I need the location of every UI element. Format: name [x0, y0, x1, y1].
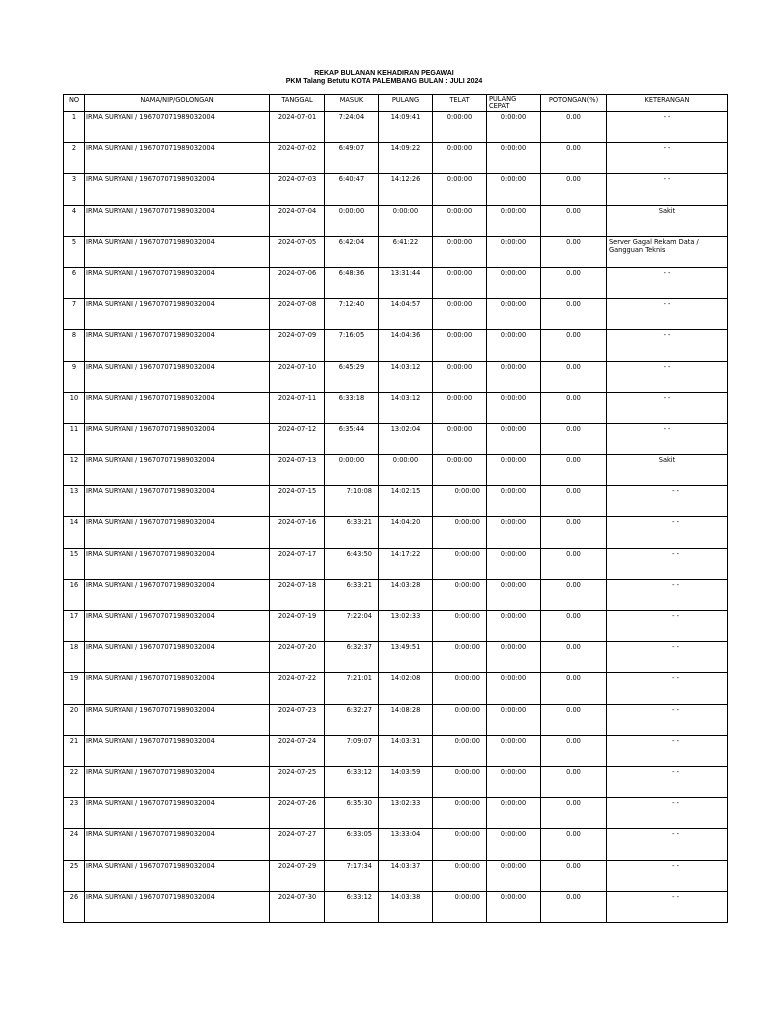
cell-keterangan: - -	[607, 299, 728, 330]
cell-potongan: 0.00	[541, 766, 607, 797]
cell-keterangan: - -	[607, 611, 728, 642]
cell-pulang: 13:02:33	[379, 798, 433, 829]
cell-masuk: 6:42:04	[325, 236, 379, 267]
cell-telat: 0:00:00	[433, 579, 487, 610]
cell-no: 17	[64, 611, 85, 642]
cell-masuk: 0:00:00	[325, 455, 379, 486]
cell-keterangan: - -	[607, 829, 728, 860]
cell-pulang-cepat: 0:00:00	[487, 735, 541, 766]
cell-name: IRMA SURYANI / 196707071989032004	[85, 143, 270, 174]
cell-potongan: 0.00	[541, 860, 607, 891]
cell-pulang: 14:02:08	[379, 673, 433, 704]
cell-masuk: 6:33:12	[325, 766, 379, 797]
cell-pulang-cepat: 0:00:00	[487, 299, 541, 330]
cell-pulang: 14:08:28	[379, 704, 433, 735]
cell-no: 13	[64, 486, 85, 517]
cell-pulang: 14:17:22	[379, 548, 433, 579]
cell-masuk: 0:00:00	[325, 205, 379, 236]
cell-pulang-cepat: 0:00:00	[487, 829, 541, 860]
cell-tanggal: 2024-07-04	[270, 205, 325, 236]
cell-masuk: 6:35:44	[325, 423, 379, 454]
cell-pulang-cepat: 0:00:00	[487, 486, 541, 517]
cell-no: 24	[64, 829, 85, 860]
cell-potongan: 0.00	[541, 579, 607, 610]
cell-masuk: 7:16:05	[325, 330, 379, 361]
cell-pulang-cepat: 0:00:00	[487, 704, 541, 735]
cell-no: 21	[64, 735, 85, 766]
cell-telat: 0:00:00	[433, 423, 487, 454]
header-name: NAMA/NIP/GOLONGAN	[85, 95, 270, 112]
cell-name: IRMA SURYANI / 196707071989032004	[85, 112, 270, 143]
cell-pulang: 14:03:12	[379, 392, 433, 423]
cell-no: 14	[64, 517, 85, 548]
cell-pulang: 13:02:04	[379, 423, 433, 454]
cell-keterangan: - -	[607, 361, 728, 392]
cell-name: IRMA SURYANI / 196707071989032004	[85, 361, 270, 392]
cell-no: 3	[64, 174, 85, 205]
header-masuk: MASUK	[325, 95, 379, 112]
cell-pulang-cepat: 0:00:00	[487, 517, 541, 548]
cell-tanggal: 2024-07-01	[270, 112, 325, 143]
cell-pulang: 14:03:37	[379, 860, 433, 891]
cell-telat: 0:00:00	[433, 766, 487, 797]
report-subtitle: PKM Talang Betutu KOTA PALEMBANG BULAN : JULI 2024	[285, 78, 483, 85]
cell-telat: 0:00:00	[433, 112, 487, 143]
cell-no: 2	[64, 143, 85, 174]
cell-keterangan: - -	[607, 143, 728, 174]
cell-tanggal: 2024-07-25	[270, 766, 325, 797]
table-row	[64, 143, 728, 174]
cell-no: 6	[64, 267, 85, 298]
cell-masuk: 6:48:36	[325, 267, 379, 298]
cell-no: 15	[64, 548, 85, 579]
cell-pulang: 14:12:26	[379, 174, 433, 205]
cell-masuk: 7:10:08	[325, 486, 379, 517]
cell-pulang-cepat: 0:00:00	[487, 891, 541, 922]
cell-telat: 0:00:00	[433, 392, 487, 423]
table-row	[64, 112, 728, 143]
cell-pulang-cepat: 0:00:00	[487, 423, 541, 454]
cell-pulang-cepat: 0:00:00	[487, 579, 541, 610]
cell-tanggal: 2024-07-30	[270, 891, 325, 922]
cell-pulang-cepat: 0:00:00	[487, 361, 541, 392]
cell-keterangan: - -	[607, 548, 728, 579]
cell-tanggal: 2024-07-17	[270, 548, 325, 579]
cell-potongan: 0.00	[541, 330, 607, 361]
cell-pulang: 0:00:00	[379, 455, 433, 486]
cell-masuk: 6:40:47	[325, 174, 379, 205]
cell-telat: 0:00:00	[433, 236, 487, 267]
cell-potongan: 0.00	[541, 174, 607, 205]
cell-name: IRMA SURYANI / 196707071989032004	[85, 236, 270, 267]
cell-telat: 0:00:00	[433, 829, 487, 860]
cell-telat: 0:00:00	[433, 860, 487, 891]
cell-keterangan: Server Gagal Rekam Data / Gangguan Teknis	[607, 236, 728, 267]
cell-no: 11	[64, 423, 85, 454]
cell-tanggal: 2024-07-26	[270, 798, 325, 829]
cell-name: IRMA SURYANI / 196707071989032004	[85, 174, 270, 205]
cell-name: IRMA SURYANI / 196707071989032004	[85, 548, 270, 579]
table-row	[64, 891, 728, 922]
cell-pulang: 14:09:41	[379, 112, 433, 143]
table-row	[64, 361, 728, 392]
cell-pulang-cepat: 0:00:00	[487, 548, 541, 579]
cell-pulang-cepat: 0:00:00	[487, 205, 541, 236]
cell-telat: 0:00:00	[433, 361, 487, 392]
cell-keterangan: - -	[607, 486, 728, 517]
cell-masuk: 6:49:07	[325, 143, 379, 174]
cell-no: 1	[64, 112, 85, 143]
report-title: REKAP BULANAN KEHADIRAN PEGAWAI	[314, 70, 454, 77]
cell-potongan: 0.00	[541, 829, 607, 860]
header-pulang: PULANG	[379, 95, 433, 112]
cell-keterangan: - -	[607, 735, 728, 766]
table-body	[64, 112, 728, 923]
cell-keterangan: - -	[607, 423, 728, 454]
table-row	[64, 392, 728, 423]
cell-telat: 0:00:00	[433, 704, 487, 735]
cell-name: IRMA SURYANI / 196707071989032004	[85, 829, 270, 860]
cell-pulang-cepat: 0:00:00	[487, 860, 541, 891]
cell-no: 16	[64, 579, 85, 610]
cell-keterangan: - -	[607, 517, 728, 548]
cell-tanggal: 2024-07-05	[270, 236, 325, 267]
cell-no: 10	[64, 392, 85, 423]
table-row	[64, 517, 728, 548]
cell-telat: 0:00:00	[433, 517, 487, 548]
cell-pulang: 14:04:57	[379, 299, 433, 330]
header-potongan: POTONGAN(%)	[541, 95, 607, 112]
cell-pulang: 14:04:20	[379, 517, 433, 548]
cell-masuk: 6:33:05	[325, 829, 379, 860]
cell-tanggal: 2024-07-03	[270, 174, 325, 205]
cell-name: IRMA SURYANI / 196707071989032004	[85, 423, 270, 454]
cell-tanggal: 2024-07-08	[270, 299, 325, 330]
cell-pulang-cepat: 0:00:00	[487, 455, 541, 486]
cell-pulang: 14:03:31	[379, 735, 433, 766]
cell-name: IRMA SURYANI / 196707071989032004	[85, 267, 270, 298]
cell-tanggal: 2024-07-23	[270, 704, 325, 735]
cell-tanggal: 2024-07-20	[270, 642, 325, 673]
cell-name: IRMA SURYANI / 196707071989032004	[85, 611, 270, 642]
cell-telat: 0:00:00	[433, 548, 487, 579]
cell-keterangan: - -	[607, 798, 728, 829]
cell-pulang: 13:49:51	[379, 642, 433, 673]
cell-pulang: 14:02:15	[379, 486, 433, 517]
cell-telat: 0:00:00	[433, 174, 487, 205]
cell-name: IRMA SURYANI / 196707071989032004	[85, 891, 270, 922]
table-row	[64, 486, 728, 517]
cell-keterangan: - -	[607, 579, 728, 610]
cell-pulang-cepat: 0:00:00	[487, 236, 541, 267]
cell-name: IRMA SURYANI / 196707071989032004	[85, 330, 270, 361]
cell-potongan: 0.00	[541, 236, 607, 267]
cell-tanggal: 2024-07-16	[270, 517, 325, 548]
cell-keterangan: - -	[607, 766, 728, 797]
cell-masuk: 6:33:21	[325, 579, 379, 610]
cell-pulang-cepat: 0:00:00	[487, 267, 541, 298]
cell-pulang-cepat: 0:00:00	[487, 330, 541, 361]
cell-potongan: 0.00	[541, 517, 607, 548]
cell-masuk: 7:21:01	[325, 673, 379, 704]
cell-name: IRMA SURYANI / 196707071989032004	[85, 392, 270, 423]
cell-pulang-cepat: 0:00:00	[487, 642, 541, 673]
table-row	[64, 423, 728, 454]
cell-pulang: 13:33:04	[379, 829, 433, 860]
cell-masuk: 6:33:18	[325, 392, 379, 423]
cell-potongan: 0.00	[541, 143, 607, 174]
table-row	[64, 236, 728, 267]
cell-name: IRMA SURYANI / 196707071989032004	[85, 517, 270, 548]
cell-tanggal: 2024-07-29	[270, 860, 325, 891]
table-row	[64, 642, 728, 673]
table-row	[64, 829, 728, 860]
cell-potongan: 0.00	[541, 735, 607, 766]
cell-telat: 0:00:00	[433, 299, 487, 330]
cell-masuk: 7:24:04	[325, 112, 379, 143]
cell-name: IRMA SURYANI / 196707071989032004	[85, 673, 270, 704]
cell-telat: 0:00:00	[433, 143, 487, 174]
cell-keterangan: - -	[607, 267, 728, 298]
cell-pulang-cepat: 0:00:00	[487, 673, 541, 704]
cell-pulang: 6:41:22	[379, 236, 433, 267]
table-row	[64, 455, 728, 486]
table-header-row	[64, 95, 728, 112]
cell-masuk: 7:22:04	[325, 611, 379, 642]
table-row	[64, 611, 728, 642]
cell-pulang: 13:02:33	[379, 611, 433, 642]
cell-pulang-cepat: 0:00:00	[487, 766, 541, 797]
cell-telat: 0:00:00	[433, 205, 487, 236]
cell-potongan: 0.00	[541, 112, 607, 143]
table-row	[64, 766, 728, 797]
cell-tanggal: 2024-07-06	[270, 267, 325, 298]
cell-potongan: 0.00	[541, 673, 607, 704]
cell-name: IRMA SURYANI / 196707071989032004	[85, 642, 270, 673]
cell-tanggal: 2024-07-18	[270, 579, 325, 610]
cell-pulang: 14:09:22	[379, 143, 433, 174]
cell-masuk: 7:17:34	[325, 860, 379, 891]
cell-telat: 0:00:00	[433, 642, 487, 673]
cell-tanggal: 2024-07-10	[270, 361, 325, 392]
cell-pulang-cepat: 0:00:00	[487, 392, 541, 423]
cell-telat: 0:00:00	[433, 891, 487, 922]
cell-tanggal: 2024-07-12	[270, 423, 325, 454]
table-row	[64, 579, 728, 610]
table-row	[64, 299, 728, 330]
cell-keterangan: - -	[607, 673, 728, 704]
table-row	[64, 174, 728, 205]
cell-pulang-cepat: 0:00:00	[487, 174, 541, 205]
cell-telat: 0:00:00	[433, 267, 487, 298]
cell-pulang-cepat: 0:00:00	[487, 112, 541, 143]
cell-pulang-cepat: 0:00:00	[487, 798, 541, 829]
cell-potongan: 0.00	[541, 548, 607, 579]
cell-name: IRMA SURYANI / 196707071989032004	[85, 455, 270, 486]
cell-pulang-cepat: 0:00:00	[487, 143, 541, 174]
cell-masuk: 6:33:12	[325, 891, 379, 922]
cell-pulang: 14:03:12	[379, 361, 433, 392]
header-tanggal: TANGGAL	[270, 95, 325, 112]
cell-pulang-cepat: 0:00:00	[487, 611, 541, 642]
table-row	[64, 673, 728, 704]
cell-keterangan: - -	[607, 174, 728, 205]
table-row	[64, 798, 728, 829]
cell-name: IRMA SURYANI / 196707071989032004	[85, 299, 270, 330]
cell-tanggal: 2024-07-15	[270, 486, 325, 517]
cell-masuk: 6:33:21	[325, 517, 379, 548]
cell-keterangan: - -	[607, 392, 728, 423]
header-pulang-cepat: PULANG CEPAT	[487, 95, 541, 112]
cell-potongan: 0.00	[541, 891, 607, 922]
cell-potongan: 0.00	[541, 798, 607, 829]
cell-telat: 0:00:00	[433, 455, 487, 486]
cell-pulang: 14:03:38	[379, 891, 433, 922]
cell-name: IRMA SURYANI / 196707071989032004	[85, 860, 270, 891]
cell-no: 4	[64, 205, 85, 236]
cell-no: 22	[64, 766, 85, 797]
header-telat: TELAT	[433, 95, 487, 112]
cell-pulang: 0:00:00	[379, 205, 433, 236]
cell-tanggal: 2024-07-24	[270, 735, 325, 766]
cell-keterangan: - -	[607, 330, 728, 361]
cell-potongan: 0.00	[541, 642, 607, 673]
cell-no: 12	[64, 455, 85, 486]
cell-tanggal: 2024-07-19	[270, 611, 325, 642]
cell-no: 25	[64, 860, 85, 891]
cell-potongan: 0.00	[541, 392, 607, 423]
cell-no: 8	[64, 330, 85, 361]
cell-keterangan: - -	[607, 891, 728, 922]
cell-no: 19	[64, 673, 85, 704]
cell-masuk: 7:09:07	[325, 735, 379, 766]
header-no: NO	[64, 95, 85, 112]
table-row	[64, 330, 728, 361]
cell-name: IRMA SURYANI / 196707071989032004	[85, 704, 270, 735]
cell-potongan: 0.00	[541, 423, 607, 454]
cell-tanggal: 2024-07-09	[270, 330, 325, 361]
cell-name: IRMA SURYANI / 196707071989032004	[85, 766, 270, 797]
cell-tanggal: 2024-07-13	[270, 455, 325, 486]
cell-no: 5	[64, 236, 85, 267]
header-keterangan: KETERANGAN	[607, 95, 728, 112]
table-row	[64, 548, 728, 579]
table-row	[64, 860, 728, 891]
cell-keterangan: Sakit	[607, 455, 728, 486]
cell-masuk: 6:32:37	[325, 642, 379, 673]
cell-masuk: 6:35:30	[325, 798, 379, 829]
cell-keterangan: - -	[607, 642, 728, 673]
cell-masuk: 6:43:50	[325, 548, 379, 579]
cell-telat: 0:00:00	[433, 673, 487, 704]
cell-no: 20	[64, 704, 85, 735]
cell-name: IRMA SURYANI / 196707071989032004	[85, 205, 270, 236]
table-row	[64, 704, 728, 735]
cell-pulang: 14:03:28	[379, 579, 433, 610]
cell-potongan: 0.00	[541, 611, 607, 642]
cell-name: IRMA SURYANI / 196707071989032004	[85, 486, 270, 517]
cell-no: 18	[64, 642, 85, 673]
cell-no: 23	[64, 798, 85, 829]
cell-no: 7	[64, 299, 85, 330]
cell-name: IRMA SURYANI / 196707071989032004	[85, 798, 270, 829]
cell-pulang: 14:03:59	[379, 766, 433, 797]
cell-telat: 0:00:00	[433, 611, 487, 642]
cell-tanggal: 2024-07-22	[270, 673, 325, 704]
table-row	[64, 267, 728, 298]
cell-keterangan: - -	[607, 860, 728, 891]
cell-telat: 0:00:00	[433, 735, 487, 766]
cell-pulang: 14:04:36	[379, 330, 433, 361]
cell-potongan: 0.00	[541, 299, 607, 330]
cell-pulang: 13:31:44	[379, 267, 433, 298]
cell-tanggal: 2024-07-11	[270, 392, 325, 423]
cell-potongan: 0.00	[541, 704, 607, 735]
cell-no: 9	[64, 361, 85, 392]
cell-masuk: 6:45:29	[325, 361, 379, 392]
cell-keterangan: - -	[607, 704, 728, 735]
cell-no: 26	[64, 891, 85, 922]
attendance-table	[63, 94, 728, 923]
cell-potongan: 0.00	[541, 486, 607, 517]
cell-potongan: 0.00	[541, 455, 607, 486]
cell-telat: 0:00:00	[433, 798, 487, 829]
cell-keterangan: - -	[607, 112, 728, 143]
cell-masuk: 6:32:27	[325, 704, 379, 735]
cell-name: IRMA SURYANI / 196707071989032004	[85, 735, 270, 766]
cell-potongan: 0.00	[541, 267, 607, 298]
cell-name: IRMA SURYANI / 196707071989032004	[85, 579, 270, 610]
table-row	[64, 205, 728, 236]
cell-masuk: 7:12:40	[325, 299, 379, 330]
cell-telat: 0:00:00	[433, 486, 487, 517]
cell-keterangan: Sakit	[607, 205, 728, 236]
cell-tanggal: 2024-07-02	[270, 143, 325, 174]
table-row	[64, 735, 728, 766]
cell-tanggal: 2024-07-27	[270, 829, 325, 860]
cell-potongan: 0.00	[541, 205, 607, 236]
cell-potongan: 0.00	[541, 361, 607, 392]
cell-telat: 0:00:00	[433, 330, 487, 361]
